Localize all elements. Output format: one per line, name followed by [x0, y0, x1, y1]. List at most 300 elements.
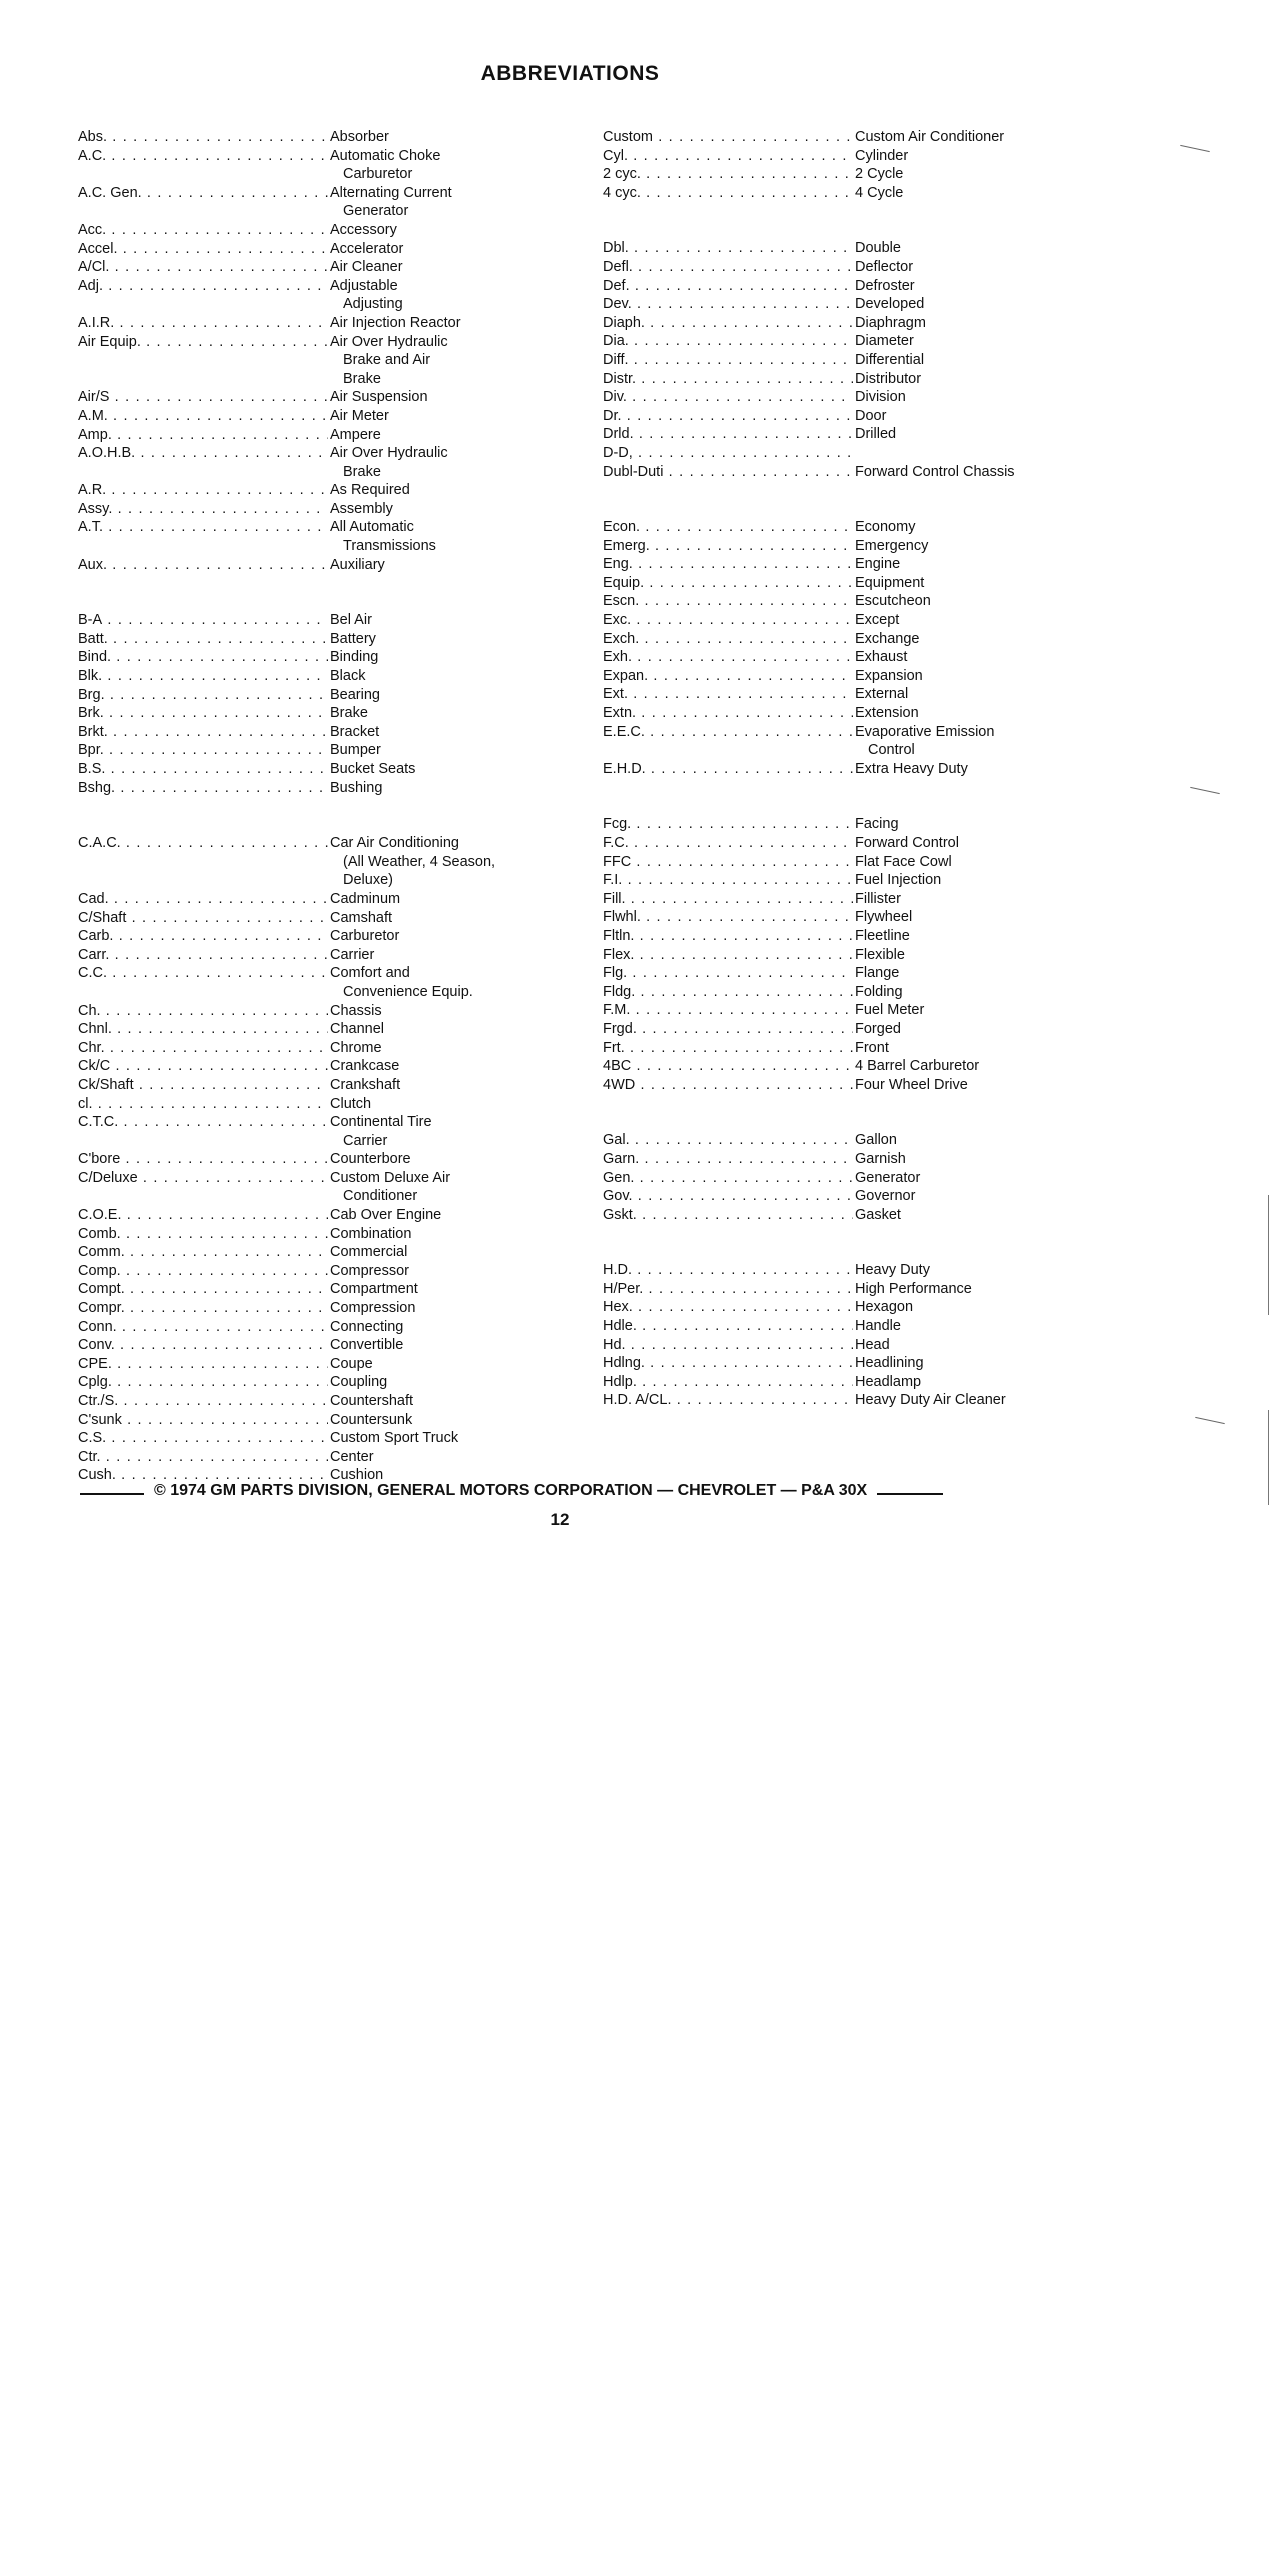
- abbreviation-entry: [603, 983, 1143, 1002]
- abbreviation-meaning: Coupling: [330, 1374, 388, 1391]
- abbreviation-meaning: Coupe: [330, 1355, 373, 1372]
- abbreviation-entry: [78, 927, 598, 946]
- abbreviation-term: D-D, . . .: [603, 444, 853, 463]
- abbreviation-term: Carr. . . .: [78, 946, 328, 965]
- abbreviation-entry: [78, 964, 598, 983]
- abbreviation-meaning: Emergency: [855, 537, 929, 554]
- abbreviation-term: A.O.H.B. . . .: [78, 444, 328, 463]
- abbreviation-meaning-continued: (All Weather, 4 Season,: [343, 853, 496, 870]
- abbreviation-entry: [78, 221, 598, 240]
- abbreviation-meaning: Fuel Meter: [855, 1002, 925, 1019]
- abbreviation-meaning-continued: Adjusting: [343, 296, 403, 313]
- abbreviation-entry: [78, 1225, 598, 1244]
- abbreviation-meaning: Air Cleaner: [330, 259, 403, 276]
- abbreviation-term: 4 cyc. . . .: [603, 184, 853, 203]
- abbreviation-term: A.T. . . .: [78, 518, 328, 537]
- abbreviation-term: Cad. . . .: [78, 890, 328, 909]
- abbreviation-term: Distr. . . .: [603, 370, 853, 389]
- abbreviation-meaning: Flywheel: [855, 909, 913, 926]
- abbreviation-meaning: Extra Heavy Duty: [855, 760, 968, 777]
- abbreviation-meaning-continued: Carburetor: [343, 166, 413, 183]
- abbreviation-entry: [78, 1076, 598, 1095]
- abbreviation-meaning: Exhaust: [855, 649, 908, 666]
- abbreviation-entry: [78, 741, 598, 760]
- abbreviations-column-left: [78, 128, 598, 1485]
- abbreviation-meaning: Countershaft: [330, 1393, 414, 1409]
- abbreviation-entry: [78, 1039, 598, 1058]
- abbreviation-entry: [603, 1131, 1143, 1150]
- abbreviation-meaning: Defroster: [855, 277, 915, 294]
- abbreviation-meaning: Diameter: [855, 333, 914, 350]
- abbreviation-term: Def. . . .: [603, 277, 853, 296]
- abbreviation-entry: [603, 425, 1143, 444]
- abbreviation-meaning: Hexagon: [855, 1299, 914, 1316]
- abbreviation-entry: [603, 630, 1143, 649]
- abbreviation-meaning: Equipment: [855, 574, 925, 591]
- abbreviation-entry: [603, 370, 1143, 389]
- abbreviation-meaning: Accessory: [330, 221, 397, 238]
- abbreviation-meaning-continued: Generator: [343, 203, 409, 220]
- abbreviation-entry: [78, 1150, 598, 1169]
- abbreviation-meaning: Headlining: [855, 1355, 924, 1372]
- abbreviation-meaning: Air Meter: [330, 407, 389, 424]
- group-h: [603, 1261, 1143, 1410]
- abbreviation-entry: [603, 1298, 1143, 1317]
- abbreviation-meaning: Bel Air: [330, 612, 372, 629]
- abbreviation-term: Accel. . . .: [78, 240, 328, 259]
- abbreviation-entry: [78, 388, 598, 407]
- abbreviation-meaning-continued: Brake: [343, 463, 381, 480]
- abbreviation-meaning: Evaporative Emission: [855, 723, 995, 740]
- abbreviation-entry: [603, 314, 1143, 333]
- abbreviation-term: Comp. . . .: [78, 1262, 328, 1281]
- abbreviation-meaning: Gallon: [855, 1132, 897, 1149]
- abbreviation-meaning: Except: [855, 612, 900, 629]
- abbreviation-term: Air Equip. . . .: [78, 333, 328, 352]
- abbreviation-meaning: Alternating Current: [330, 184, 452, 201]
- abbreviation-entry: [78, 946, 598, 965]
- abbreviation-term: F.M. . . .: [603, 1001, 853, 1020]
- abbreviation-meaning: 4 Cycle: [855, 184, 904, 201]
- abbreviation-entry: [603, 574, 1143, 593]
- abbreviation-entry: [603, 1373, 1143, 1392]
- group-spacer: [78, 574, 598, 611]
- abbreviation-term: cl. . . .: [78, 1095, 328, 1114]
- abbreviation-meaning: Division: [855, 389, 906, 406]
- abbreviation-meaning: Commercial: [330, 1244, 408, 1261]
- abbreviation-entry: [603, 871, 1143, 890]
- abbreviation-meaning-continued: Carrier: [343, 1132, 388, 1149]
- abbreviation-term: Gal. . . .: [603, 1131, 853, 1150]
- abbreviation-entry: [603, 853, 1143, 872]
- abbreviations-column-right: [603, 128, 1143, 1410]
- abbreviation-meaning: 2 Cycle: [855, 166, 904, 183]
- page-number: 12: [550, 1510, 570, 1529]
- abbreviation-entry: [78, 1448, 598, 1467]
- abbreviation-meaning: Camshaft: [330, 909, 393, 926]
- abbreviation-term: Chnl. . . .: [78, 1020, 328, 1039]
- abbreviation-term: Exh. . . .: [603, 648, 853, 667]
- abbreviation-term: Hex. . . .: [603, 1298, 853, 1317]
- abbreviation-meaning: Convertible: [330, 1337, 404, 1354]
- abbreviation-term: C'sunk . . .: [78, 1411, 328, 1430]
- abbreviation-term: Econ. . . .: [603, 518, 853, 537]
- group-a: [78, 128, 598, 574]
- group-spacer: [603, 778, 1143, 815]
- abbreviation-meaning: Head: [855, 1336, 890, 1353]
- abbreviation-term: Exc. . . .: [603, 611, 853, 630]
- abbreviation-entry: [603, 444, 1143, 463]
- abbreviation-meaning: High Performance: [855, 1280, 972, 1297]
- abbreviation-meaning: Gasket: [855, 1206, 901, 1223]
- abbreviation-term: Hdlp. . . .: [603, 1373, 853, 1392]
- group-c-cont: [603, 128, 1143, 202]
- abbreviation-meaning: Bucket Seats: [330, 761, 416, 777]
- abbreviation-term: Diaph. . . .: [603, 314, 853, 333]
- abbreviation-term: Ch. . . .: [78, 1002, 328, 1021]
- abbreviation-term: Acc. . . .: [78, 221, 328, 240]
- abbreviation-term: Gov. . . .: [603, 1187, 853, 1206]
- group-b: [78, 611, 598, 797]
- abbreviation-meaning: Door: [855, 407, 887, 424]
- abbreviation-term: Assy. . . .: [78, 500, 328, 519]
- abbreviation-term: Aux. . . .: [78, 556, 328, 575]
- abbreviation-term: Ck/Shaft . . .: [78, 1076, 328, 1095]
- abbreviation-meaning: Flange: [855, 965, 900, 982]
- abbreviation-entry: [78, 686, 598, 705]
- abbreviation-entry: [603, 592, 1143, 611]
- abbreviation-term: A.R. . . .: [78, 481, 328, 500]
- abbreviation-meaning: Carburetor: [330, 928, 400, 945]
- abbreviation-entry: [78, 500, 598, 519]
- abbreviation-meaning: Counterbore: [330, 1151, 411, 1168]
- abbreviation-meaning: Auxiliary: [330, 556, 385, 573]
- abbreviation-meaning: Expansion: [855, 667, 923, 684]
- abbreviation-term: C.C. . . .: [78, 964, 328, 983]
- abbreviation-entry: [603, 1039, 1143, 1058]
- abbreviation-term: H.D. . . .: [603, 1261, 853, 1280]
- abbreviation-meaning: Continental Tire: [330, 1114, 432, 1131]
- abbreviation-term: FFC . . .: [603, 853, 853, 872]
- abbreviation-entry: [603, 1001, 1143, 1020]
- abbreviation-term: Extn. . . .: [603, 704, 853, 723]
- abbreviation-term: A.C. Gen. . . .: [78, 184, 328, 203]
- abbreviation-entry: [603, 815, 1143, 834]
- abbreviation-meaning: Bumper: [330, 742, 381, 759]
- abbreviation-entry: [78, 258, 598, 277]
- abbreviation-term: F.C. . . .: [603, 834, 853, 853]
- abbreviation-entry: [78, 704, 598, 723]
- abbreviation-entry: [78, 426, 598, 445]
- abbreviation-entry: [603, 1206, 1143, 1225]
- abbreviation-term: Adj. . . .: [78, 277, 328, 296]
- abbreviation-entry: [603, 667, 1143, 686]
- abbreviation-entry: [603, 518, 1143, 537]
- abbreviation-entry: [603, 332, 1143, 351]
- abbreviation-entry: [78, 556, 598, 575]
- abbreviation-meaning: Forged: [855, 1020, 901, 1037]
- abbreviation-term: Blk. . . .: [78, 667, 328, 686]
- abbreviation-entry: [603, 648, 1143, 667]
- abbreviation-meaning: Fleetline: [855, 927, 910, 944]
- abbreviation-term: Equip. . . .: [603, 574, 853, 593]
- abbreviation-meaning: Diaphragm: [855, 314, 926, 331]
- abbreviation-term: Fldg. . . .: [603, 983, 853, 1002]
- abbreviation-entry: [603, 407, 1143, 426]
- abbreviation-entry: [603, 165, 1143, 184]
- abbreviation-term: C.O.E. . . .: [78, 1206, 328, 1225]
- abbreviation-entry: [78, 1429, 598, 1448]
- abbreviation-entry: [78, 277, 598, 296]
- abbreviation-entry: [78, 1057, 598, 1076]
- abbreviation-entry: [603, 555, 1143, 574]
- abbreviation-term: Hd. . . .: [603, 1336, 853, 1355]
- abbreviation-meaning: Cadminum: [330, 890, 401, 907]
- abbreviation-entry: [603, 685, 1143, 704]
- abbreviation-entry: [603, 1020, 1143, 1039]
- abbreviation-entry: [603, 351, 1143, 370]
- abbreviation-meaning: Fillister: [855, 890, 901, 907]
- abbreviation-entry: [78, 147, 598, 166]
- abbreviation-meaning: Custom Deluxe Air: [330, 1169, 451, 1186]
- abbreviation-term: Ext. . . .: [603, 685, 853, 704]
- abbreviation-entry: [78, 444, 598, 463]
- abbreviation-term: Fltln. . . .: [603, 927, 853, 946]
- abbreviation-meaning: Economy: [855, 519, 916, 536]
- abbreviation-term: Div. . . .: [603, 388, 853, 407]
- abbreviation-meaning: Heavy Duty Air Cleaner: [855, 1392, 1006, 1409]
- abbreviation-term: Diff. . . .: [603, 351, 853, 370]
- abbreviation-meaning: Car Air Conditioning: [330, 835, 459, 852]
- abbreviation-term: Gen. . . .: [603, 1169, 853, 1188]
- abbreviation-meaning: All Automatic: [330, 519, 414, 536]
- abbreviation-term: Emerg. . . .: [603, 537, 853, 556]
- abbreviation-meaning: Forward Control Chassis: [855, 463, 1015, 480]
- abbreviation-meaning: Black: [330, 668, 366, 685]
- abbreviation-meaning: Flexible: [855, 946, 905, 963]
- abbreviation-term: Bshg. . . .: [78, 779, 328, 798]
- abbreviation-entry: [603, 964, 1143, 983]
- abbreviation-meaning: Carrier: [330, 946, 375, 963]
- abbreviation-entry: [78, 1020, 598, 1039]
- abbreviation-meaning: Headlamp: [855, 1373, 922, 1390]
- abbreviation-meaning: Brake: [330, 705, 368, 722]
- abbreviation-meaning: Compression: [330, 1300, 416, 1317]
- footer-rule-left: [80, 1493, 144, 1495]
- abbreviation-meaning: Garnish: [855, 1150, 906, 1167]
- abbreviation-term: H.D. A/CL. . . .: [603, 1391, 853, 1410]
- abbreviation-term: Ck/C . . .: [78, 1057, 328, 1076]
- footer-copyright: © 1974 GM PARTS DIVISION, GENERAL MOTORS CORPORATION — CHEVROLET — P&A 30X: [154, 1482, 868, 1499]
- abbreviation-meaning: Battery: [330, 630, 376, 647]
- abbreviation-entry: [603, 258, 1143, 277]
- abbreviation-term: F.I. . . .: [603, 871, 853, 890]
- abbreviation-meaning-continued: Deluxe): [343, 872, 393, 889]
- abbreviation-term: Comb. . . .: [78, 1225, 328, 1244]
- abbreviation-meaning: Governor: [855, 1188, 916, 1205]
- abbreviation-meaning: Adjustable: [330, 277, 398, 294]
- abbreviation-term: Abs. . . .: [78, 128, 328, 147]
- abbreviation-entry: [78, 1336, 598, 1355]
- scan-edge-line: [1268, 1195, 1269, 1315]
- abbreviation-entry: [78, 834, 598, 853]
- abbreviation-term: E.H.D. . . .: [603, 760, 853, 779]
- abbreviation-entry: [78, 1299, 598, 1318]
- group-spacer: [603, 481, 1143, 518]
- abbreviation-entry: [78, 1373, 598, 1392]
- abbreviation-entry: [78, 667, 598, 686]
- abbreviation-meaning: External: [855, 686, 909, 703]
- abbreviation-entry: [603, 277, 1143, 296]
- abbreviation-entry: [603, 147, 1143, 166]
- abbreviation-meaning: Absorber: [330, 129, 389, 145]
- abbreviation-meaning: Flat Face Cowl: [855, 853, 952, 870]
- abbreviation-term: Brk. . . .: [78, 704, 328, 723]
- abbreviation-term: Compr. . . .: [78, 1299, 328, 1318]
- abbreviation-term: B-A . . .: [78, 611, 328, 630]
- group-spacer: [78, 797, 598, 834]
- abbreviation-term: Dia. . . .: [603, 332, 853, 351]
- abbreviation-entry: [603, 388, 1143, 407]
- abbreviation-entry: [603, 1336, 1143, 1355]
- abbreviation-meaning: Fuel Injection: [855, 872, 942, 889]
- abbreviation-entry: [78, 481, 598, 500]
- abbreviation-meaning: Front: [855, 1039, 889, 1056]
- abbreviation-term: Escn. . . .: [603, 592, 853, 611]
- abbreviation-term: Dbl. . . .: [603, 239, 853, 258]
- abbreviation-meaning: Cushion: [330, 1467, 384, 1484]
- abbreviation-entry: [78, 407, 598, 426]
- abbreviation-term: A/Cl. . . .: [78, 258, 328, 277]
- group-spacer: [603, 1224, 1143, 1261]
- abbreviation-entry: [78, 1411, 598, 1430]
- abbreviation-term: Ctr. . . .: [78, 1448, 328, 1467]
- abbreviation-meaning: Double: [855, 240, 901, 257]
- abbreviation-meaning: Air Over Hydraulic: [330, 333, 448, 350]
- abbreviation-meaning-continued: Brake and Air: [343, 352, 431, 369]
- abbreviation-term: Hdle. . . .: [603, 1317, 853, 1336]
- abbreviation-meaning-continued: Convenience Equip.: [343, 983, 473, 1000]
- abbreviation-term: Batt. . . .: [78, 630, 328, 649]
- abbreviation-term: B.S. . . .: [78, 760, 328, 779]
- abbreviation-term: Frgd. . . .: [603, 1020, 853, 1039]
- abbreviation-meaning: Generator: [855, 1169, 921, 1186]
- abbreviation-term: Brkt. . . .: [78, 723, 328, 742]
- abbreviation-meaning: Deflector: [855, 258, 914, 275]
- abbreviation-meaning: Developed: [855, 296, 925, 313]
- abbreviation-meaning: Bushing: [330, 779, 383, 796]
- abbreviation-entry: [78, 1206, 598, 1225]
- abbreviation-meaning: Automatic Choke: [330, 147, 441, 164]
- abbreviation-entry: [603, 239, 1143, 258]
- page-title: ABBREVIATIONS: [480, 62, 660, 85]
- abbreviation-meaning: Differential: [855, 351, 925, 368]
- abbreviation-term: Amp. . . .: [78, 426, 328, 445]
- abbreviation-entry: [603, 1057, 1143, 1076]
- abbreviation-entry: [603, 1391, 1143, 1410]
- abbreviation-entry: [603, 128, 1143, 147]
- abbreviation-term: 4WD . . .: [603, 1076, 853, 1095]
- abbreviation-meaning: Four Wheel Drive: [855, 1076, 968, 1093]
- abbreviation-entry: [603, 463, 1143, 482]
- abbreviation-term: Flwhl. . . .: [603, 908, 853, 927]
- abbreviation-meaning: Combination: [330, 1225, 412, 1242]
- abbreviation-meaning: Assembly: [330, 500, 393, 517]
- scan-mark: [1180, 145, 1210, 152]
- abbreviation-entry: [603, 537, 1143, 556]
- abbreviation-term: Compt. . . .: [78, 1280, 328, 1299]
- abbreviation-meaning: Cab Over Engine: [330, 1207, 442, 1224]
- abbreviation-term: CPE. . . .: [78, 1355, 328, 1374]
- abbreviation-meaning: Channel: [330, 1021, 385, 1038]
- scan-mark: [1190, 787, 1220, 794]
- abbreviation-meaning: Heavy Duty: [855, 1262, 930, 1279]
- group-d: [603, 239, 1143, 481]
- abbreviation-entry: [603, 611, 1143, 630]
- abbreviation-entry: [78, 333, 598, 352]
- abbreviation-meaning: Chassis: [330, 1002, 382, 1019]
- abbreviation-term: Frt. . . .: [603, 1039, 853, 1058]
- abbreviation-term: Garn. . . .: [603, 1150, 853, 1169]
- abbreviation-meaning: Drilled: [855, 426, 897, 443]
- abbreviation-entry: [78, 1002, 598, 1021]
- abbreviation-entry: [78, 648, 598, 667]
- abbreviation-term: Cplg. . . .: [78, 1373, 328, 1392]
- abbreviation-entry: [78, 1318, 598, 1337]
- group-spacer: [603, 1094, 1143, 1131]
- abbreviation-term: Custom . . .: [603, 128, 853, 147]
- abbreviation-meaning: Custom Air Conditioner: [855, 129, 1005, 145]
- abbreviation-meaning: Folding: [855, 983, 903, 1000]
- abbreviation-entry: [603, 1076, 1143, 1095]
- abbreviation-meaning-continued: Transmissions: [343, 538, 436, 555]
- abbreviation-entry: [78, 1113, 598, 1132]
- abbreviation-entry: [78, 890, 598, 909]
- abbreviation-entry: [603, 723, 1143, 742]
- abbreviation-meaning: Ampere: [330, 426, 381, 443]
- abbreviation-meaning: Compartment: [330, 1281, 418, 1298]
- abbreviation-term: Fill. . . .: [603, 890, 853, 909]
- abbreviation-entry: [78, 1243, 598, 1262]
- abbreviation-entry: [78, 1095, 598, 1114]
- abbreviation-meaning: Compressor: [330, 1262, 409, 1279]
- abbreviation-term: Conn. . . .: [78, 1318, 328, 1337]
- abbreviation-term: C.A.C. . . .: [78, 834, 328, 853]
- abbreviation-entry: [603, 1280, 1143, 1299]
- abbreviation-meaning: Clutch: [330, 1095, 372, 1112]
- abbreviation-term: Eng. . . .: [603, 555, 853, 574]
- abbreviation-meaning: Air Suspension: [330, 389, 428, 406]
- abbreviation-entry: [603, 890, 1143, 909]
- abbreviation-meaning: [853, 444, 1143, 463]
- abbreviation-meaning: Connecting: [330, 1318, 404, 1335]
- abbreviation-meaning: Extension: [855, 705, 919, 722]
- abbreviation-term: H/Per. . . .: [603, 1280, 853, 1299]
- abbreviation-meaning: Crankshaft: [330, 1076, 401, 1093]
- abbreviation-term: 4BC . . .: [603, 1057, 853, 1076]
- scan-mark: [1195, 1417, 1225, 1424]
- abbreviation-meaning: Escutcheon: [855, 593, 931, 610]
- abbreviation-meaning: Binding: [330, 649, 379, 666]
- abbreviation-entry: [603, 295, 1143, 314]
- abbreviation-entry: [603, 1317, 1143, 1336]
- abbreviation-term: 2 cyc. . . .: [603, 165, 853, 184]
- abbreviation-entry: [78, 760, 598, 779]
- abbreviation-meaning-continued: Brake: [343, 370, 381, 387]
- abbreviation-term: E.E.C. . . .: [603, 723, 853, 742]
- abbreviation-meaning: Bearing: [330, 686, 380, 703]
- abbreviation-entry: [603, 927, 1143, 946]
